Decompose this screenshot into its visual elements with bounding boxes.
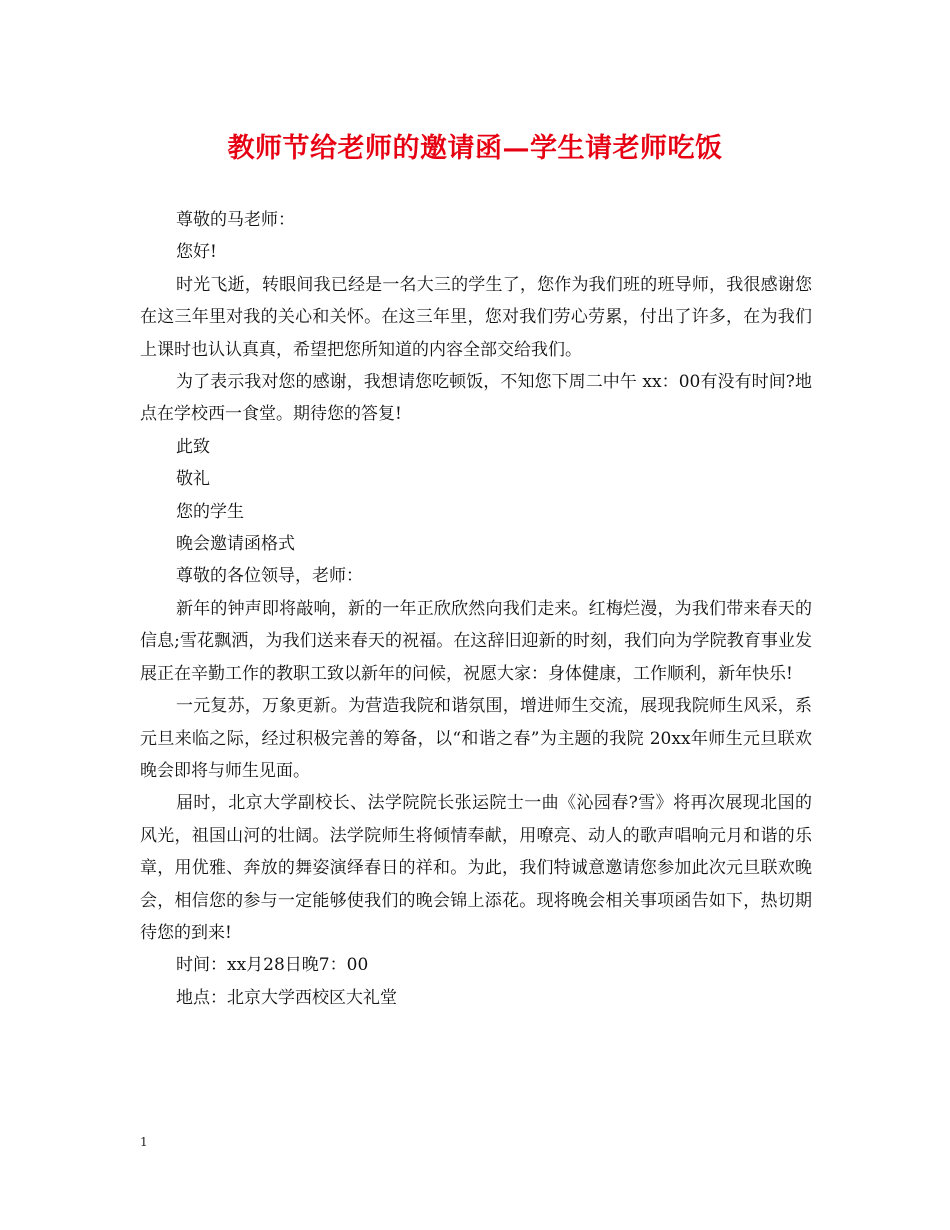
- event-time: 时间：xx月28日晚7：00: [176, 955, 369, 976]
- document-body: [140, 204, 812, 1014]
- body-paragraph: 时光飞逝，转眼间我已经是一名大三的学生了，您作为我们班的班导师，我很感谢您在这三年里对我的关心和关怀。在这三年里，您对我们劳心劳累，付出了许多，在为我们上课时也认认真真，希望把您所知道的内容全部交给我们。: [140, 274, 812, 360]
- body-paragraph: 届时，北京大学副校长、法学院院长张运院士一曲《沁园春?雪》将再次展现北国的风光，祖国山河的壮阔。法学院师生将倾情奉献，用嘹亮、动人的歌声唱响元月和谐的乐章，用优雅、奔放的舞姿演绎春日的祥和。为此，我们特诚意邀请您参加此次元旦联欢晚会，相信您的参与一定能够使我们的晚会锦上添花。现将晚会相关事项函告如下，热切期待您的到来!: [140, 793, 812, 943]
- event-location: 地点：北京大学西校区大礼堂: [176, 987, 397, 1008]
- body-paragraph: 新年的钟声即将敲响，新的一年正欣欣然向我们走来。红梅烂漫，为我们带来春天的信息;雪花飘洒，为我们送来春天的祝福。在这辞旧迎新的时刻，我们向为学院教育事业发展正在辛勤工作的教职工致以新年的问候，祝愿大家：身体健康，工作顺利，新年快乐!: [140, 598, 812, 684]
- section-heading: 晚会邀请函格式: [176, 534, 295, 555]
- closing-line: 此致: [176, 436, 210, 457]
- signature-line: 您的学生: [176, 501, 244, 522]
- document-title: 教师节给老师的邀请函—学生请老师吃饭: [227, 133, 723, 164]
- page-number: 1: [140, 1135, 148, 1149]
- closing-line: 敬礼: [176, 469, 210, 490]
- salutation: 尊敬的各位领导，老师：: [176, 566, 363, 587]
- greeting: 您好!: [176, 242, 217, 263]
- body-paragraph: 为了表示我对您的感谢，我想请您吃顿饭，不知您下周二中午 xx：00有没有时间?地点在学校西一食堂。期待您的答复!: [140, 372, 812, 425]
- body-paragraph: 一元复苏，万象更新。为营造我院和谐氛围，增进师生交流，展现我院师生风采，系元旦来临之际，经过积极完善的筹备，以“和谐之春”为主题的我院 20xx年师生元旦联欢晚会即将与师生见面。: [140, 696, 812, 781]
- salutation: 尊敬的马老师：: [176, 210, 295, 230]
